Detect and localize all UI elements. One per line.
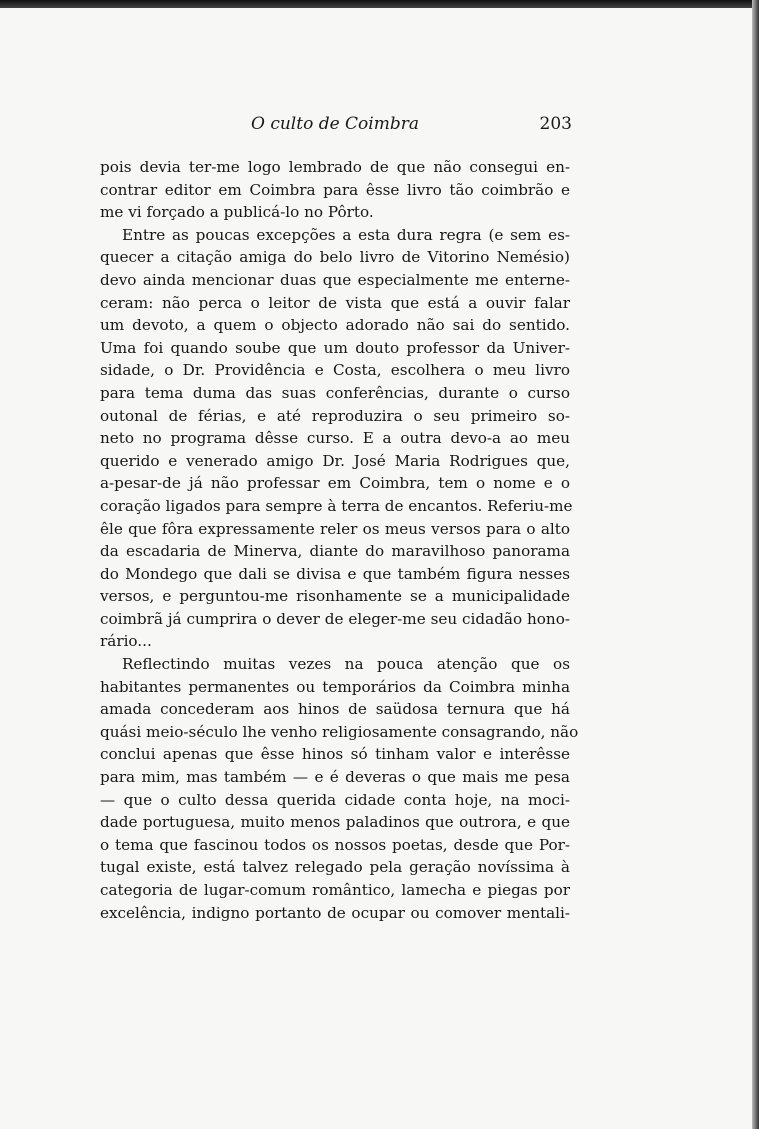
text-line: quecer a citação amiga do belo livro de Vitorino Nemésio) [100, 248, 570, 267]
text-line: categoria de lugar-comum romântico, lamecha e piegas por [100, 881, 570, 899]
text-line: pois devia ter-me logo lembrado de que não consegui en- [100, 158, 570, 176]
running-head-title: O culto de Coimbra [250, 114, 419, 134]
scan-right-edge [752, 0, 759, 1129]
text-line: da escadaria de Minerva, diante do maravilhoso panorama [100, 542, 570, 561]
text-line: tugal existe, está talvez relegado pela geração novíssima à [100, 858, 570, 877]
text-line: amada concederam aos hinos de saüdosa ternura que há [100, 700, 570, 719]
running-head [100, 114, 570, 138]
text-line: ceram: não perca o leitor de vista que está a ouvir falar [100, 293, 570, 312]
paragraph-start-line: Reflectindo muitas vezes na pouca atenção que os [122, 655, 570, 674]
page-number: 203 [539, 114, 572, 134]
text-line: coração ligados para sempre à terra de encantos. Referiu-me [100, 496, 573, 515]
text-line: devo ainda mencionar duas que especialmente me enterne- [100, 270, 570, 289]
paragraph-start-line: Entre as poucas excepções a esta dura regra (e sem es- [122, 225, 570, 244]
text-line: do Mondego que dali se divisa e que também figura nesses [100, 564, 570, 583]
text-line: um devoto, a quem o objecto adorado não sai do sentido. [100, 316, 570, 335]
text-line: sidade, o Dr. Providência e Costa, escolhera o meu livro [100, 361, 570, 380]
text-line: dade portuguesa, muito menos paladinos que outrora, e que [100, 813, 570, 832]
text-line: coimbrã já cumprira o dever de eleger-me seu cidadão hono- [100, 609, 570, 628]
text-line: o tema que fascinou todos os nossos poetas, desde que Por- [100, 835, 570, 854]
text-line: contrar editor em Coimbra para êsse livro tão coimbrão e [100, 180, 570, 199]
scan-top-edge [0, 0, 759, 8]
text-line: outonal de férias, e até reproduzira o seu primeiro so- [100, 406, 570, 425]
text-line: para tema duma das suas conferências, durante o curso [100, 383, 570, 402]
text-line: excelência, indigno portanto de ocupar ou comover mentali- [100, 903, 570, 922]
book-page [0, 8, 752, 1129]
text-line: êle que fôra expressamente reler os meus versos para o alto [100, 519, 570, 538]
text-line: me vi forçado a publicá-lo no Pôrto. [100, 203, 374, 222]
text-line: rário... [100, 632, 152, 651]
text-line: querido e venerado amigo Dr. José Maria Rodrigues que, [100, 451, 570, 470]
text-line: conclui apenas que êsse hinos só tinham valor e interêsse [100, 745, 570, 764]
text-line: para mim, mas também — e é deveras o que mais me pesa [100, 768, 570, 787]
body-text [100, 156, 579, 924]
text-line: — que o culto dessa querida cidade conta hoje, na moci- [100, 790, 570, 809]
text-line: versos, e perguntou-me risonhamente se a municipalidade [100, 587, 570, 606]
text-line: a-pesar-de já não professar em Coimbra, tem o nome e o [100, 474, 570, 493]
text-line: habitantes permanentes ou temporários da Coimbra minha [100, 677, 570, 696]
text-line: quási meio-século lhe venho religiosamente consagrando, não [100, 722, 579, 741]
text-line: Uma foi quando soube que um douto professor da Univer- [100, 338, 570, 357]
text-line: neto no programa dêsse curso. E a outra devo-a ao meu [100, 429, 570, 448]
